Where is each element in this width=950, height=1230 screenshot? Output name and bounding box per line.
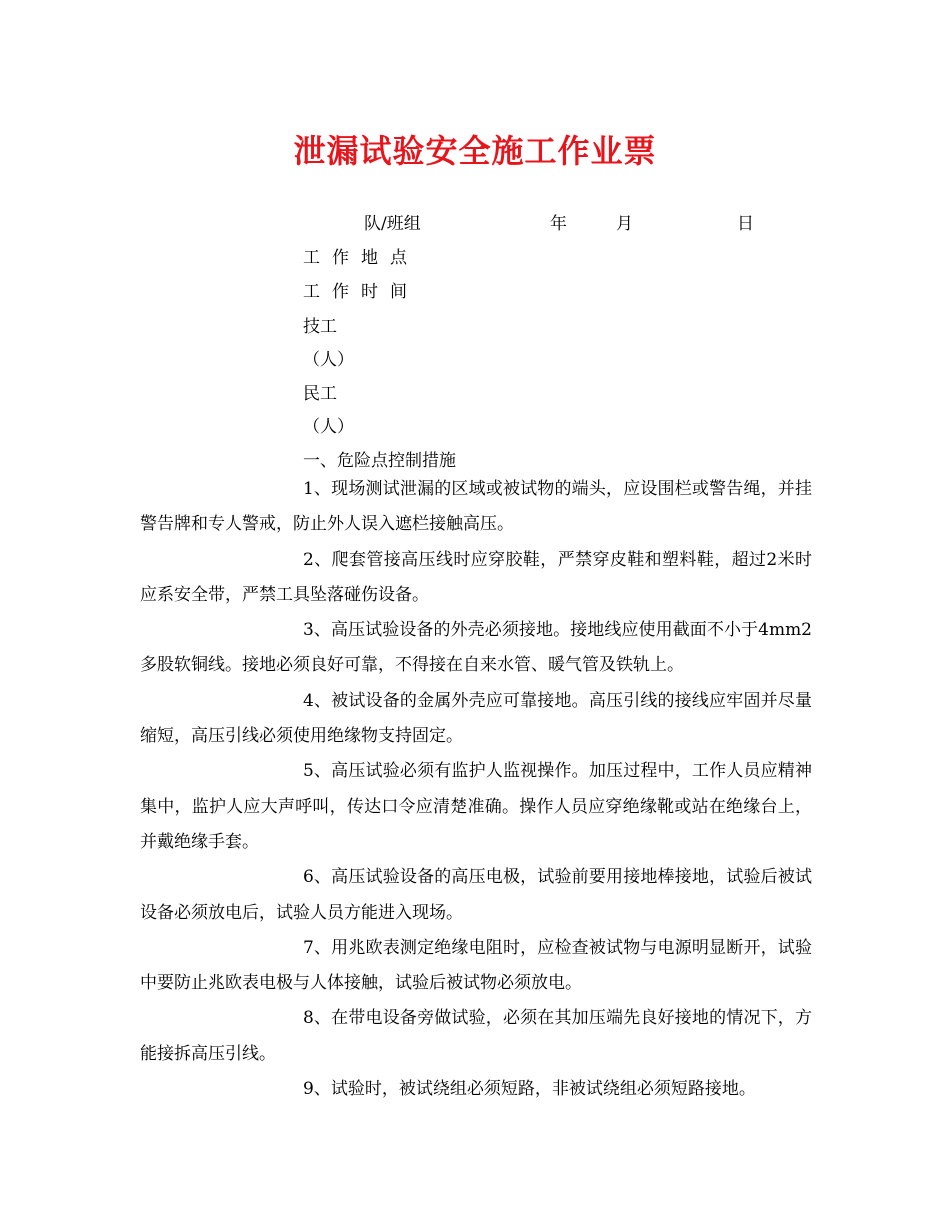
- measure-item: 4、被试设备的金属外壳应可靠接地。高压引线的接线应牢固并尽量缩短，高压引线必须使用绝缘物支持固定。: [140, 690, 812, 747]
- measure-item: 5、高压试验必须有监护人监视操作。加压过程中，工作人员应精神集中，监护人应大声呼叫，传达口令应清楚准确。操作人员应穿绝缘靴或站在绝缘台上，并戴绝缘手套。: [140, 761, 812, 852]
- measure-item: 8、在带电设备旁做试验，必须在其加压端先良好接地的情况下，方能接拆高压引线。: [140, 1008, 812, 1064]
- technician-unit: （人）: [303, 350, 354, 370]
- laborer-unit: （人）: [303, 417, 354, 437]
- technician-label: 技工: [303, 317, 337, 337]
- measure-item: 3、高压试验设备的外壳必须接地。接地线应使用截面不小于4mm2多股软铜线。接地必须良好可靠，不得接在自来水管、暖气管及铁轨上。: [140, 620, 812, 676]
- document-title: 泄漏试验安全施工作业票: [293, 132, 657, 170]
- measure-item: 7、用兆欧表测定绝缘电阻时，应检查被试物与电源明显断开，试验中要防止兆欧表电极与人体接触，试验后被试物必须放电。: [140, 937, 812, 994]
- laborer-label: 民工: [303, 384, 337, 404]
- month-label: 月: [616, 214, 633, 234]
- work-location-label: 工作地点: [303, 248, 419, 268]
- day-label: 日: [737, 214, 754, 234]
- section-heading: 一、危险点控制措施: [303, 451, 456, 471]
- year-label: 年: [550, 214, 567, 234]
- measure-item: 9、试验时，被试绕组必须短路，非被试绕组必须短路接地。: [303, 1079, 756, 1100]
- measures-list: [140, 472, 812, 1107]
- measure-item: 2、爬套管接高压线时应穿胶鞋，严禁穿皮鞋和塑料鞋，超过2米时应系安全带，严禁工具坠落碰伤设备。: [140, 549, 812, 605]
- measure-item: 6、高压试验设备的高压电极，试验前要用接地棒接地，试验后被试设备必须放电后，试验人员方能进入现场。: [140, 867, 812, 923]
- team-label: 队/班组: [364, 214, 421, 234]
- measure-item: 1、现场测试泄漏的区域或被试物的端头，应设围栏或警告绳，并挂警告牌和专人警戒，防止外人误入遮栏接触高压。: [140, 479, 812, 535]
- work-time-label: 工作时间: [303, 282, 419, 302]
